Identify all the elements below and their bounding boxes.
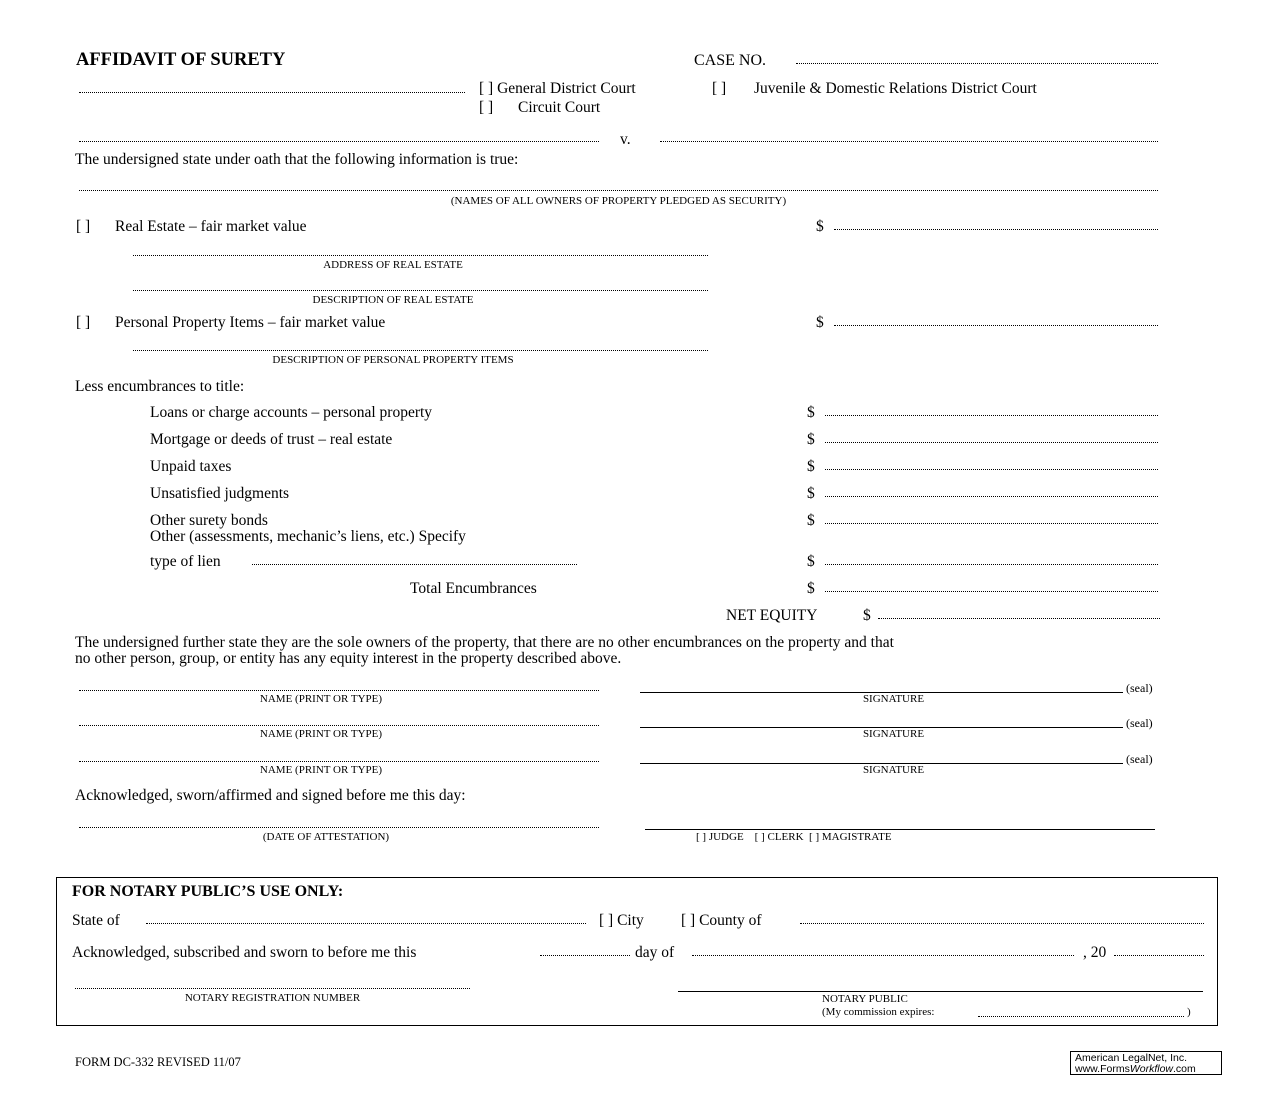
seal-label-3: (seal) <box>1126 752 1153 766</box>
net-equity-currency: $ <box>863 607 871 624</box>
notary-day-field[interactable] <box>540 955 630 956</box>
seal-label-1: (seal) <box>1126 681 1153 695</box>
court-circuit-label: Circuit Court <box>518 99 601 116</box>
notary-day-of-label: day of <box>635 944 675 961</box>
real-estate-currency: $ <box>816 218 824 235</box>
officer-type-options[interactable]: [ ] JUDGE [ ] CLERK [ ] MAGISTRATE <box>696 831 892 843</box>
declaration-line-2: no other person, group, or entity has any equity interest in the property described above. <box>75 650 622 667</box>
locality-field[interactable] <box>79 92 465 93</box>
notary-commission-field[interactable] <box>978 1016 1184 1017</box>
signature-caption-3: SIGNATURE <box>862 764 925 776</box>
plaintiff-field[interactable] <box>79 141 599 142</box>
type-of-lien-field[interactable] <box>252 564 577 565</box>
encumbrance-taxes-label: Unpaid taxes <box>150 458 232 475</box>
case-no-field[interactable] <box>796 63 1158 64</box>
notary-commission-label: (My commission expires: <box>822 1006 935 1018</box>
notary-city-option[interactable]: [ ] City <box>599 912 644 929</box>
brand-line-2: www.FormsWorkflow.com <box>1075 1063 1196 1075</box>
notary-heading: FOR NOTARY PUBLIC’S USE ONLY: <box>72 883 344 900</box>
encumbrance-mortgage-currency: $ <box>807 431 815 448</box>
notary-year-field[interactable] <box>1114 955 1204 956</box>
owners-caption: (NAMES OF ALL OWNERS OF PROPERTY PLEDGED AS SECURITY) <box>450 195 787 207</box>
intro-statement: The undersigned state under oath that the following information is true: <box>75 151 519 168</box>
name-caption-2: NAME (PRINT OR TYPE) <box>259 728 383 740</box>
signature-caption-2: SIGNATURE <box>862 728 925 740</box>
encumbrance-judgments-currency: $ <box>807 485 815 502</box>
encumbrance-other-currency: $ <box>807 553 815 570</box>
brand-line-1: American LegalNet, Inc. <box>1075 1052 1188 1064</box>
attestation-statement: Acknowledged, sworn/affirmed and signed before me this day: <box>75 787 466 804</box>
notary-state-field[interactable] <box>146 923 586 924</box>
signature-caption-1: SIGNATURE <box>862 693 925 705</box>
encumbrance-bonds-currency: $ <box>807 512 815 529</box>
notary-signature-field[interactable] <box>678 991 1203 992</box>
declaration-line-1: The undersigned further state they are the sole owners of the property, that there are no other encumbrances on the property and that <box>75 634 894 651</box>
encumbrance-taxes-currency: $ <box>807 458 815 475</box>
notary-registration-caption: NOTARY REGISTRATION NUMBER <box>184 992 361 1004</box>
encumbrance-bonds-field[interactable] <box>825 523 1158 524</box>
notary-month-field[interactable] <box>692 955 1074 956</box>
form-id: FORM DC-332 REVISED 11/07 <box>75 1055 241 1069</box>
seal-label-2: (seal) <box>1126 716 1153 730</box>
brand-logo <box>1070 1051 1222 1075</box>
name-caption-3: NAME (PRINT OR TYPE) <box>259 764 383 776</box>
personal-property-label: Personal Property Items – fair market value <box>115 314 386 331</box>
court-circuit-checkbox[interactable]: [ ] <box>479 99 494 116</box>
versus-label: v. <box>620 131 631 148</box>
encumbrance-loans-label: Loans or charge accounts – personal property <box>150 404 433 421</box>
real-estate-checkbox[interactable]: [ ] <box>76 218 91 235</box>
notary-county-field[interactable] <box>800 923 1204 924</box>
total-encumbrances-currency: $ <box>807 580 815 597</box>
encumbrance-other-label: Other (assessments, mechanic’s liens, etc.) Specify <box>150 528 466 545</box>
notary-state-label: State of <box>72 912 120 929</box>
total-encumbrances-field[interactable] <box>825 591 1158 592</box>
notary-acknowledged-label: Acknowledged, subscribed and sworn to before me this <box>72 944 417 961</box>
officer-signature-field[interactable] <box>645 829 1155 830</box>
type-of-lien-label: type of lien <box>150 553 221 570</box>
encumbrance-mortgage-label: Mortgage or deeds of trust – real estate <box>150 431 393 448</box>
net-equity-label: NET EQUITY <box>726 607 818 624</box>
court-juvenile-label: Juvenile & Domestic Relations District Court <box>754 80 1037 97</box>
real-estate-description-field[interactable] <box>133 290 708 291</box>
personal-property-currency: $ <box>816 314 824 331</box>
owners-field[interactable] <box>79 190 1158 191</box>
personal-property-description-field[interactable] <box>133 350 708 351</box>
real-estate-address-field[interactable] <box>133 255 708 256</box>
name-field-2[interactable] <box>79 725 599 726</box>
personal-property-checkbox[interactable]: [ ] <box>76 314 91 331</box>
real-estate-address-caption: ADDRESS OF REAL ESTATE <box>323 259 463 271</box>
notary-registration-field[interactable] <box>75 988 470 989</box>
personal-property-value-field[interactable] <box>834 325 1158 326</box>
court-general-option[interactable]: [ ] General District Court <box>479 80 636 97</box>
net-equity-field[interactable] <box>878 618 1160 619</box>
encumbrance-bonds-label: Other surety bonds <box>150 512 268 529</box>
real-estate-value-field[interactable] <box>834 229 1158 230</box>
encumbrance-loans-field[interactable] <box>825 415 1158 416</box>
form-title: AFFIDAVIT OF SURETY <box>76 50 286 70</box>
encumbrance-judgments-label: Unsatisfied judgments <box>150 485 290 502</box>
encumbrance-taxes-field[interactable] <box>825 469 1158 470</box>
notary-county-option[interactable]: [ ] County of <box>681 912 762 929</box>
court-juvenile-checkbox[interactable]: [ ] <box>712 80 727 97</box>
attestation-date-caption: (DATE OF ATTESTATION) <box>262 831 390 843</box>
name-caption-1: NAME (PRINT OR TYPE) <box>259 693 383 705</box>
encumbrance-other-field[interactable] <box>825 564 1158 565</box>
real-estate-label: Real Estate – fair market value <box>115 218 307 235</box>
personal-property-description-caption: DESCRIPTION OF PERSONAL PROPERTY ITEMS <box>272 354 514 366</box>
case-no-label: CASE NO. <box>694 52 767 69</box>
encumbrance-loans-currency: $ <box>807 404 815 421</box>
notary-commission-close: ) <box>1187 1006 1191 1018</box>
encumbrances-heading: Less encumbrances to title: <box>75 378 245 395</box>
name-field-1[interactable] <box>79 690 599 691</box>
encumbrance-judgments-field[interactable] <box>825 496 1158 497</box>
notary-public-caption: NOTARY PUBLIC <box>822 993 908 1005</box>
encumbrance-mortgage-field[interactable] <box>825 442 1158 443</box>
total-encumbrances-label: Total Encumbrances <box>410 580 537 597</box>
notary-year-label: , 20 <box>1083 944 1107 961</box>
real-estate-description-caption: DESCRIPTION OF REAL ESTATE <box>312 294 474 306</box>
name-field-3[interactable] <box>79 761 599 762</box>
defendant-field[interactable] <box>660 141 1158 142</box>
attestation-date-field[interactable] <box>79 827 599 828</box>
